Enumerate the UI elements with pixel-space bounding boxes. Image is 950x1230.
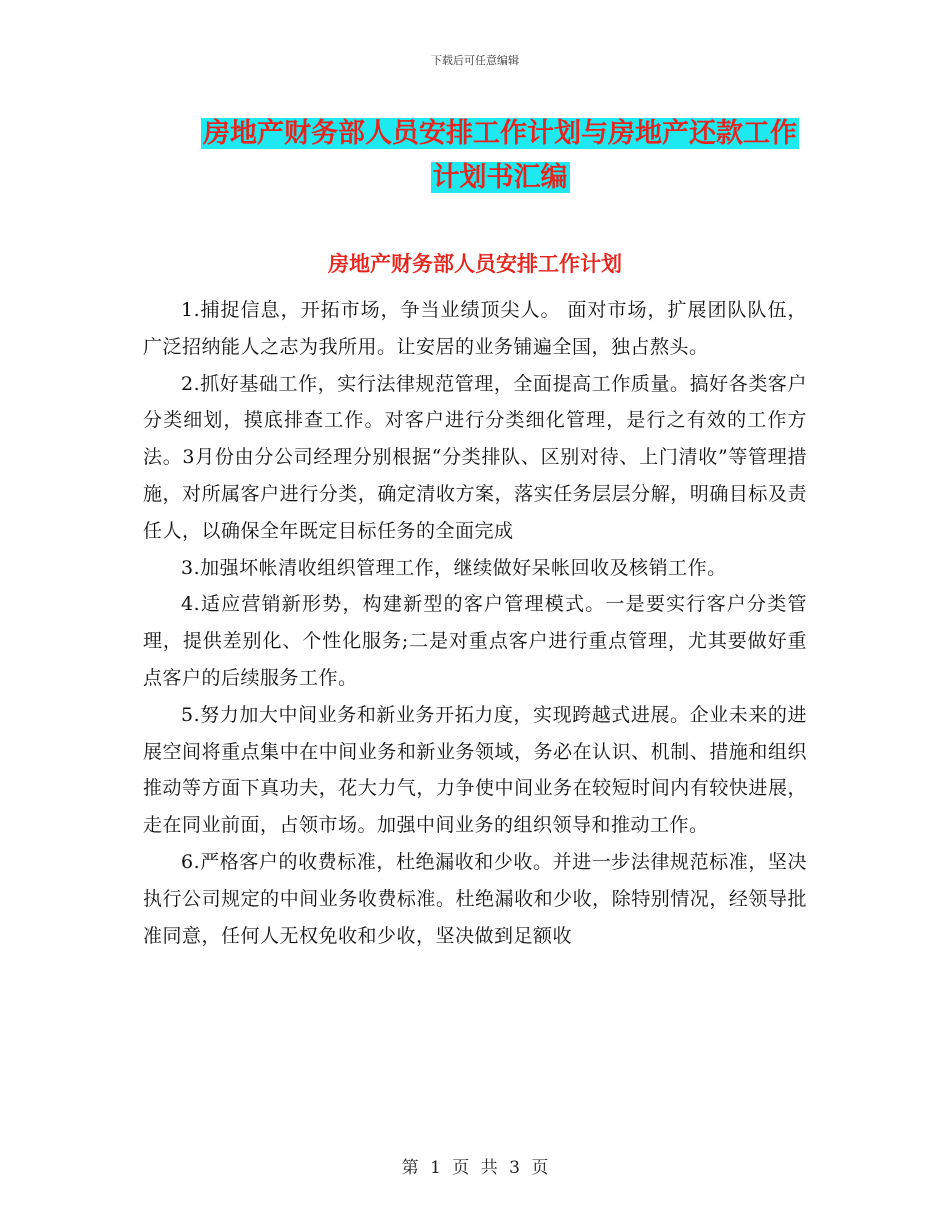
page-footer: 第 1 页 共 3 页 [401, 1158, 549, 1178]
section-title: 房地产财务部人员安排工作计划 [328, 252, 622, 276]
paragraph-2: 2.抓好基础工作，实行法律规范管理，全面提高工作质量。搞好各类客户分类细划，摸底排查工作。对客户进行分类细化管理，是行之有效的工作方法。3月份由分公司经理分别根据“分类排队、区别对待、上门清收”等管理措施，对所属客户进行分类，确定清收方案，落实任务层层分解，明确目标及责任人，以确保全年既定目标任务的全面完成 [143, 372, 807, 542]
paragraph-5: 5.努力加大中间业务和新业务开拓力度，实现跨越式进展。企业未来的进展空间将重点集中在中间业务和新业务领域，务必在认识、机制、措施和组织推动等方面下真功夫，花大力气，力争使中间业务在较短时间内有较快进展，走在同业前面，占领市场。加强中间业务的组织领导和推动工作。 [143, 703, 807, 837]
paragraph-4: 4.适应营销新形势，构建新型的客户管理模式。一是要实行客户分类管理，提供差别化、个性化服务;二是对重点客户进行重点管理，尤其要做好重点客户的后续服务工作。 [143, 593, 807, 689]
header-note: 下载后可任意编辑 [431, 54, 519, 67]
main-title-text: 房地产财务部人员安排工作计划与房地产还款工作计划书汇编 [203, 118, 797, 193]
paragraph-3: 3.加强坏帐清收组织管理工作，继续做好呆帐回收及核销工作。 [181, 556, 727, 579]
paragraph-6: 6.严格客户的收费标准，杜绝漏收和少收。并进一步法律规范标准，坚决执行公司规定的中间业务收费标准。杜绝漏收和少收，除特别情况，经领导批准同意，任何人无权免收和少收，坚决做到足额收 [143, 850, 807, 947]
paragraph-1: 1.捕捉信息，开拓市场，争当业绩顶尖人。 面对市场，扩展团队队伍，广泛招纳能人之志为我所用。让安居的业务铺遍全国，独占熬头。 [143, 299, 807, 358]
body-text [143, 292, 807, 954]
main-title [190, 112, 810, 200]
